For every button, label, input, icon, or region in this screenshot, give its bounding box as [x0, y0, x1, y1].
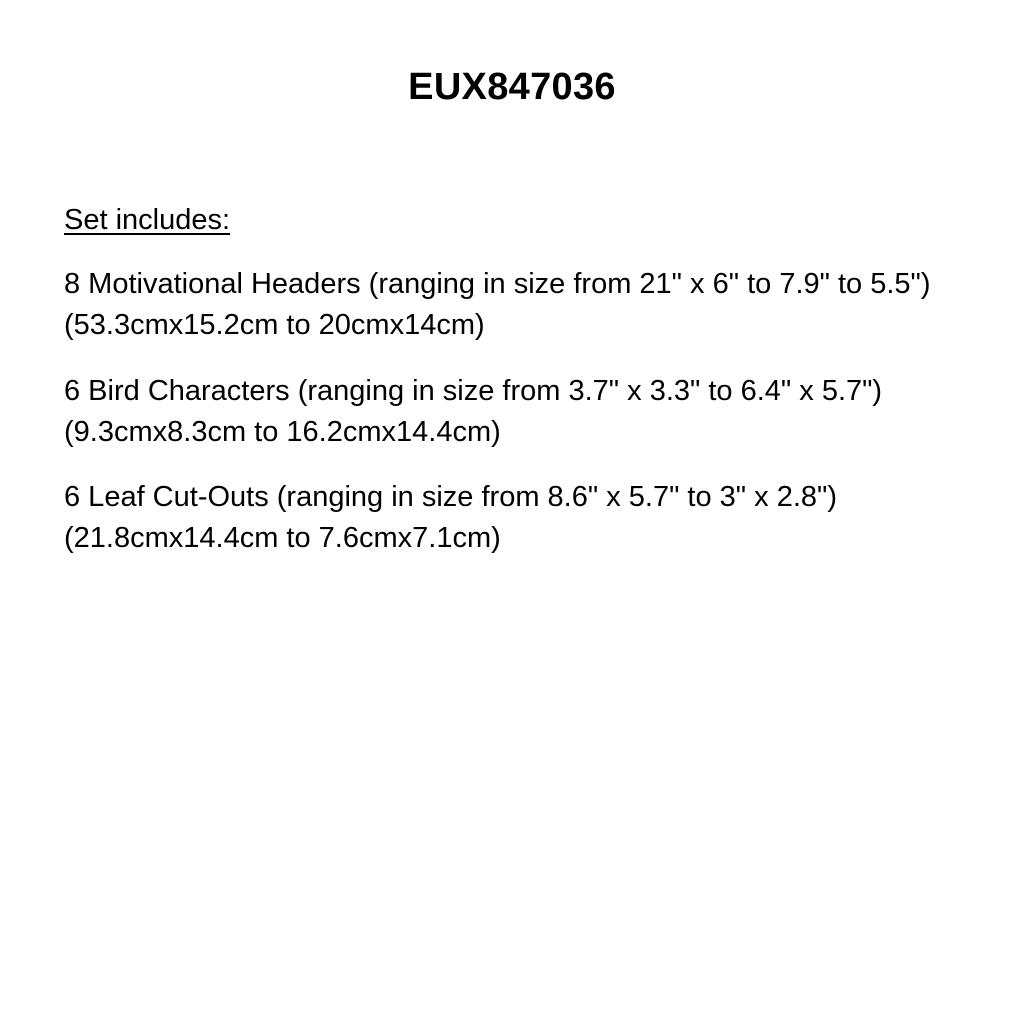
- section-heading: Set includes:: [64, 204, 231, 236]
- list-item: 8 Motivational Headers (ranging in size from 21" x 6" to 7.9" to 5.5")(53.3cmx15.2cm to 20cmx14cm): [64, 268, 931, 342]
- set-includes-section: [64, 202, 964, 559]
- page-title: EUX847036: [408, 66, 616, 108]
- list-item: 6 Leaf Cut-Outs (ranging in size from 8.6" x 5.7" to 3" x 2.8")(21.8cmx14.4cm to 7.6cmx7.1cm): [64, 480, 837, 555]
- list-item: 6 Bird Characters (ranging in size from 3.7" x 3.3" to 6.4" x 5.7") (9.3cmx8.3cm to 16.2cmx14.4cm): [64, 374, 883, 448]
